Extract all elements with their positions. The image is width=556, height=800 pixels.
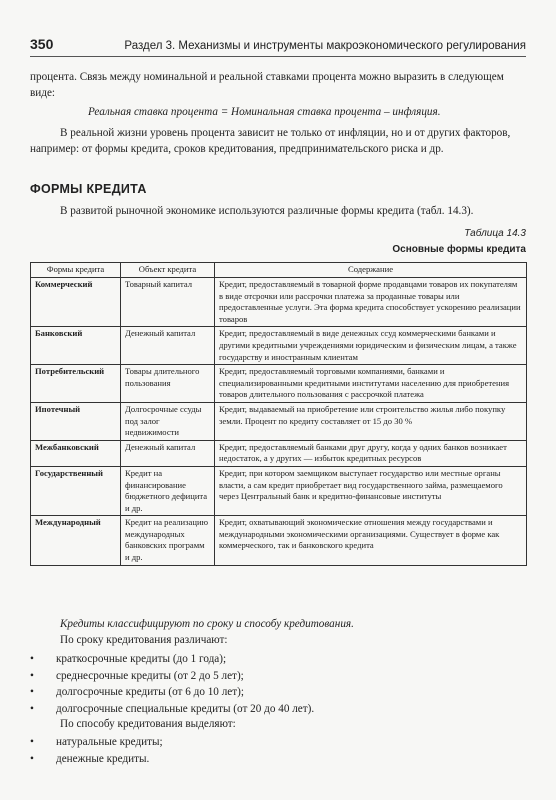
table-row — [31, 278, 527, 327]
list-item-text: краткосрочные кредиты (до 1 года); — [56, 653, 227, 665]
by-method-heading: По способу кредитования выделяют: — [60, 718, 236, 730]
credit-forms-table — [30, 262, 527, 566]
list-item-text: долгосрочные кредиты (от 6 до 10 лет); — [56, 686, 244, 699]
table-row — [31, 440, 527, 466]
section-intro: В развитой рыночной экономике используются различные формы кредита (табл. 14.3). — [60, 205, 474, 217]
cell-form: Межбанковский — [31, 440, 121, 466]
cell-form: Потребительский — [31, 365, 121, 403]
table-row — [31, 402, 527, 440]
formula: Реальная ставка процента = Номинальная ставка процента – инфляция. — [88, 106, 441, 118]
table-header-row — [31, 263, 527, 278]
intro-paragraph-2: В реальной жизни уровень процента зависит не только от инфляции, но и от других факторов, например: от формы кредита, сроков кредитования, предпринимательского риска и др. — [30, 127, 511, 155]
running-head: Раздел 3. Механизмы и инструменты макроэкономического регулирования — [124, 40, 526, 52]
cell-form: Коммерческий — [31, 278, 121, 327]
cell-object: Долгосрочные ссуды под залог недвижимости — [121, 402, 215, 440]
list-item — [30, 651, 526, 668]
bullet-icon: • — [30, 702, 34, 715]
intro-paragraph-1: процента. Связь между номинальной и реальной ставками процента можно выразить в следующем виде: — [30, 71, 504, 99]
header-cell-content: Содержание — [215, 263, 527, 278]
list-item-text: долгосрочные специальные кредиты (от 20 до 40 лет). — [56, 702, 315, 715]
by-term-heading: По сроку кредитования различают: — [60, 634, 228, 646]
list-item — [30, 684, 526, 701]
cell-object: Денежный капитал — [121, 440, 215, 466]
cell-object: Кредит на реализацию международных банковских программ и др. — [121, 516, 215, 565]
bullet-icon: • — [30, 669, 34, 682]
cell-content: Кредит, охватывающий экономические отношения между государствами и международными экономическими организациями. Существует в форме как коммерческого, так и банковского кредита — [215, 516, 527, 565]
cell-content: Кредит, выдаваемый на приобретение или строительство жилья либо покупку земли. Процент по кредиту составляет от 15 до 30 % — [215, 402, 527, 440]
list-item-text: натуральные кредиты; — [56, 736, 163, 748]
cell-object: Товарный капитал — [121, 278, 215, 327]
header-cell-form: Формы кредита — [31, 263, 121, 278]
table-row — [31, 516, 527, 565]
cell-form: Международный — [31, 516, 121, 565]
page-number: 350 — [30, 36, 54, 52]
cell-content: Кредит, предоставляемый банками друг другу, когда у одних банков возникает недостаток, а у других — избыток кредитных ресурсов — [215, 440, 527, 466]
section-title: ФОРМЫ КРЕДИТА — [30, 182, 147, 196]
method-list — [30, 734, 526, 767]
cell-form: Банковский — [31, 327, 121, 365]
bullet-icon: • — [30, 653, 34, 665]
table-row — [31, 466, 527, 515]
bullet-icon: • — [30, 686, 34, 699]
bullet-icon: • — [30, 736, 34, 748]
term-list — [30, 651, 526, 717]
cell-object: Товары длительного пользования — [121, 365, 215, 403]
list-item — [30, 734, 526, 751]
table-caption: Основные формы кредита — [392, 244, 526, 255]
header-cell-object: Объект кредита — [121, 263, 215, 278]
bullet-icon: • — [30, 752, 34, 765]
list-item — [30, 751, 526, 768]
cell-content: Кредит, при котором заемщиком выступает государство или местные органы власти, а сам кредит приобретает вид государственного займа, размещаемого через Центральный банк и кредитно-финансовые институты — [215, 466, 527, 515]
list-item-text: денежные кредиты. — [56, 752, 150, 765]
list-item-text: среднесрочные кредиты (от 2 до 5 лет); — [56, 669, 244, 682]
cell-object: Денежный капитал — [121, 327, 215, 365]
table-row — [31, 327, 527, 365]
cell-form: Ипотечный — [31, 402, 121, 440]
list-item — [30, 701, 526, 718]
cell-content: Кредит, предоставляемый торговыми компаниями, банками и специализированными кредитными институтами населению для приобретения товаров длительного пользования с рассрочкой платежа — [215, 365, 527, 403]
list-item — [30, 668, 526, 685]
cell-form: Государственный — [31, 466, 121, 515]
page-header — [30, 36, 526, 57]
table-number: Таблица 14.3 — [464, 228, 526, 239]
cell-content: Кредит, предоставляемый в виде денежных ссуд коммерческими банками и другими кредитными учреждениями юридическим и физическим лицам, а также государству и иностранным клиентам — [215, 327, 527, 365]
table-row — [31, 365, 527, 403]
classification-sentence: Кредиты классифицируют по сроку и способу кредитования. — [60, 618, 354, 630]
cell-content: Кредит, предоставляемый в товарной форме продавцами товаров их покупателям в виде отсрочки или рассрочки платежа за проданные товары или предоставленные услуги. Эта форма кредита способствует ускорению реализации товаров — [215, 278, 527, 327]
cell-object: Кредит на финансирование бюджетного дефицита и др. — [121, 466, 215, 515]
